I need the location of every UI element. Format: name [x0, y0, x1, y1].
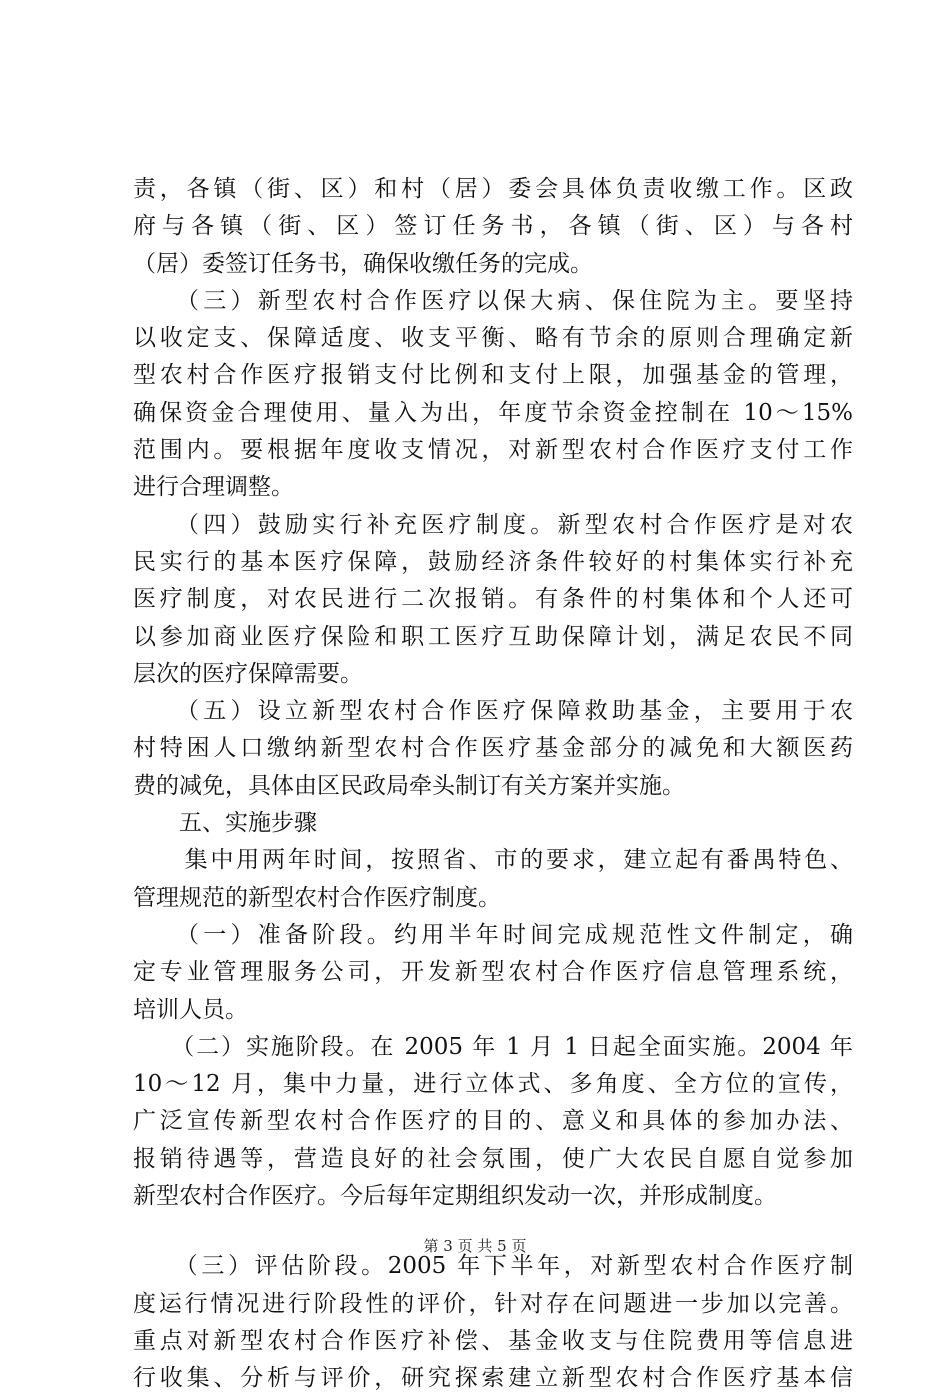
text-block-main — [133, 171, 853, 1215]
text-block-continued — [133, 1248, 853, 1397]
text-line: （二）实施阶段。在 2005 年 1 月 1 日起全面实施。2004 年 — [133, 1033, 853, 1060]
text-line: 定专业管理服务公司，开发新型农村合作医疗信息管理系统， — [133, 959, 853, 986]
text-line: 府与各镇（街、区）签订任务书，各镇（街、区）与各村 — [133, 213, 853, 240]
text-line: （五）设立新型农村合作医疗保障救助基金，主要用于农 — [133, 698, 853, 725]
text-line: 五、实施步骤 — [133, 810, 317, 837]
text-line: 医疗制度，对农民进行二次报销。有条件的村集体和个人还可 — [133, 586, 853, 613]
text-line: 广泛宣传新型农村合作医疗的目的、意义和具体的参加办法、 — [133, 1108, 853, 1135]
text-line: 民实行的基本医疗保障，鼓励经济条件较好的村集体实行补充 — [133, 548, 853, 575]
text-line: （四）鼓励实行补充医疗制度。新型农村合作医疗是对农 — [133, 511, 853, 538]
text-line: 范围内。要根据年度收支情况，对新型农村合作医疗支付工作 — [133, 437, 853, 464]
text-line: 集中用两年时间，按照省、市的要求，建立起有番禺特色、 — [133, 847, 853, 874]
text-line: 重点对新型农村合作医疗补偿、基金收支与住院费用等信息进 — [133, 1327, 853, 1354]
text-line: 新型农村合作医疗。今后每年定期组织发动一次，并形成制度。 — [133, 1183, 777, 1210]
text-line: 村特困人口缴纳新型农村合作医疗基金部分的减免和大额医药 — [133, 735, 853, 762]
text-line: 层次的医疗保障需要。 — [133, 660, 363, 687]
text-line: 培训人员。 — [133, 996, 248, 1023]
text-line: （三）新型农村合作医疗以保大病、保住院为主。要坚持 — [133, 287, 853, 314]
text-line: 10～12 月，集中力量，进行立体式、多角度、全方位的宣传， — [133, 1071, 853, 1098]
text-line: 行收集、分析与评价，研究探索建立新型农村合作医疗基本信 — [133, 1365, 853, 1392]
page-footer: 第 3 页 共 5 页 — [423, 1237, 527, 1255]
text-line: 管理规范的新型农村合作医疗制度。 — [133, 884, 501, 911]
text-line: （三）评估阶段。2005 年下半年，对新型农村合作医疗制 — [133, 1253, 853, 1280]
text-line: 度运行情况进行阶段性的评价，针对存在问题进一步加以完善。 — [133, 1290, 853, 1317]
text-line: （居）委签订任务书，确保收缴任务的完成。 — [133, 250, 593, 277]
text-line: 型农村合作医疗报销支付比例和支付上限，加强基金的管理， — [133, 362, 853, 389]
text-line: 以收定支、保障适度、收支平衡、略有节余的原则合理确定新 — [133, 325, 853, 352]
text-line: 报销待遇等，营造良好的社会氛围，使广大农民自愿自觉参加 — [133, 1145, 853, 1172]
text-line: （一）准备阶段。约用半年时间完成规范性文件制定，确 — [133, 921, 853, 948]
text-line: 责，各镇（街、区）和村（居）委会具体负责收缴工作。区政 — [133, 176, 853, 202]
document-body — [133, 171, 853, 1398]
text-line: 确保资金合理使用、量入为出，年度节余资金控制在 10～15% — [133, 399, 853, 426]
text-line: 进行合理调整。 — [133, 474, 294, 501]
text-line: 费的减免，具体由区民政局牵头制订有关方案并实施。 — [133, 772, 685, 799]
text-line: 以参加商业医疗保险和职工医疗互助保障计划，满足农民不同 — [133, 623, 853, 650]
